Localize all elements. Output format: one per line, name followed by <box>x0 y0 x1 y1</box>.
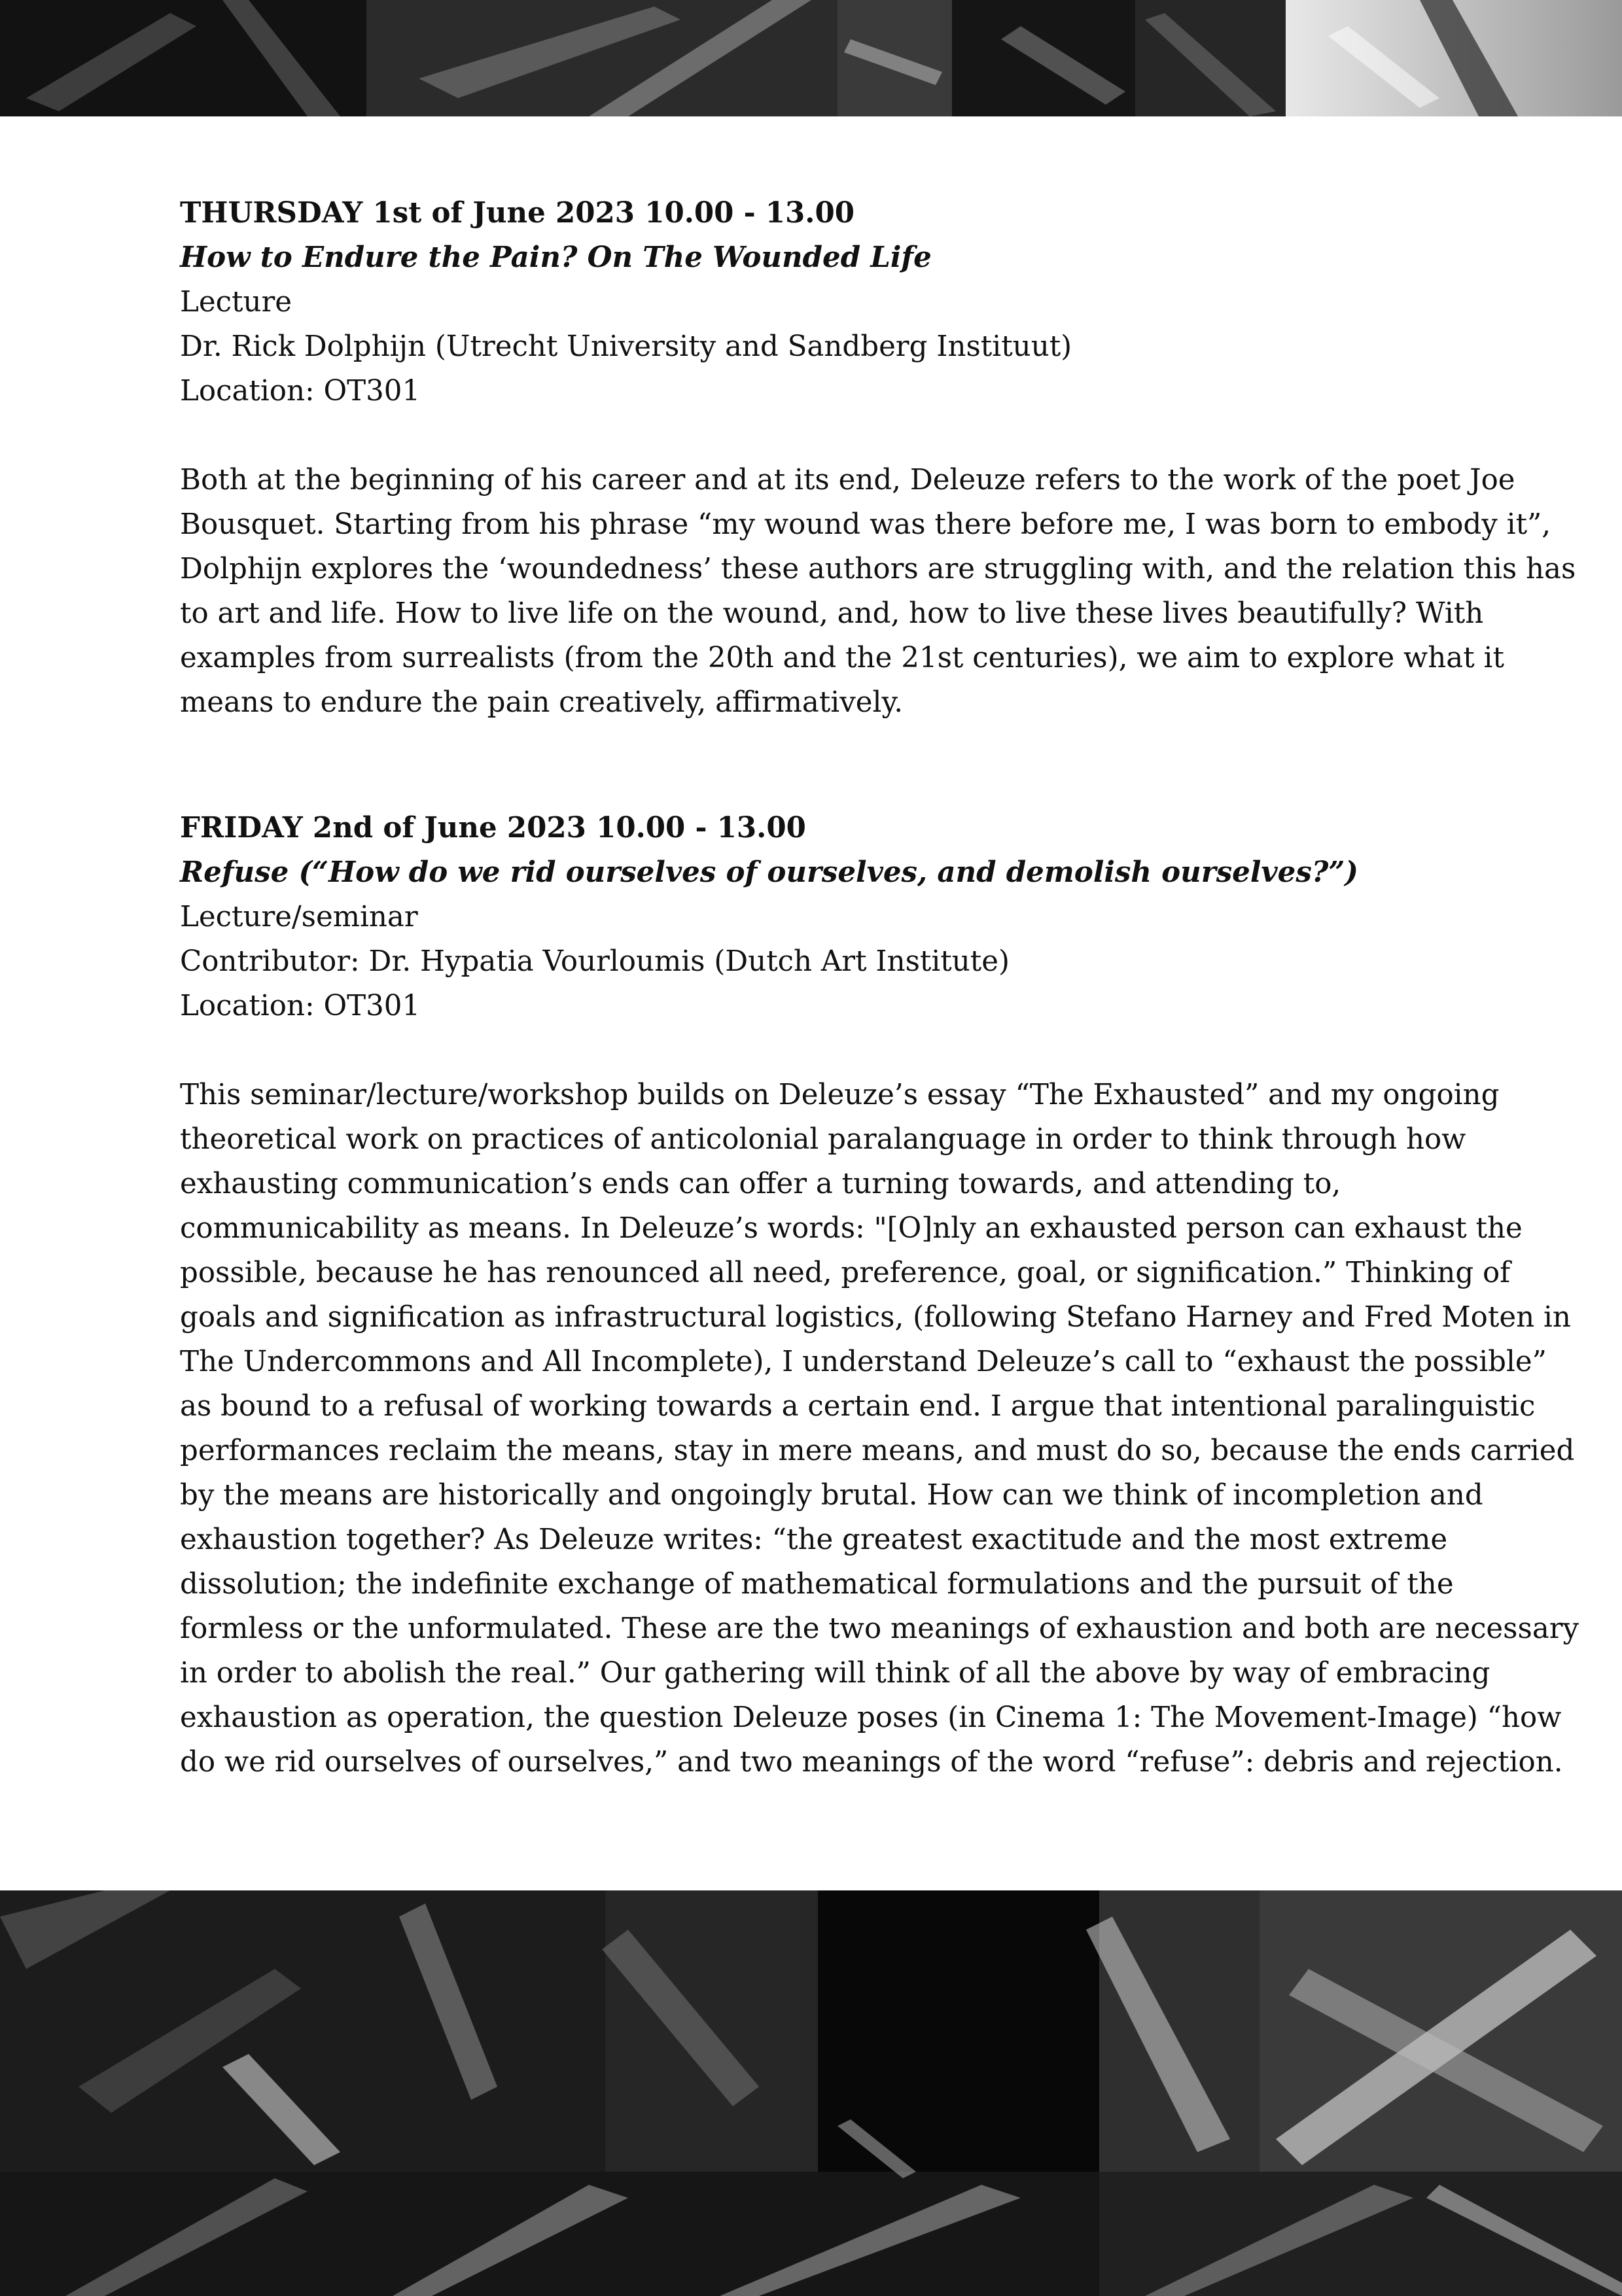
bottom-brushstroke-band <box>0 1890 1622 2296</box>
description-line: Dolphijn explores the ‘woundedness’ these authors are struggling with, and the relation this has <box>180 553 1576 585</box>
spacer <box>180 1028 1462 1073</box>
description-line: to art and life. How to live life on the wound, and, how to live these lives beautifully? With <box>180 597 1484 630</box>
description-line: examples from surrealists (from the 20th and the 21st centuries), we aim to explore what it <box>180 642 1504 674</box>
event-heading: FRIDAY 2nd of June 2023 10.00 - 13.00 <box>180 811 806 844</box>
description-line: communicability as means. In Deleuze’s words: "[O]nly an exhausted person can exhaust the <box>180 1212 1523 1245</box>
description-line: This seminar/lecture/workshop builds on Deleuze’s essay “The Exhausted” and my ongoing <box>180 1079 1500 1111</box>
event-description <box>180 1073 1579 1784</box>
event-location: Location: OT301 <box>180 375 421 408</box>
event-contributor: Contributor: Dr. Hypatia Vourloumis (Dutch Art Institute) <box>180 945 1010 978</box>
event-title: How to Endure the Pain? On The Wounded Life <box>180 241 932 274</box>
description-line: goals and signification as infrastructural logistics, (following Stefano Harney and Fred Moten in <box>180 1301 1571 1334</box>
description-line: exhausting communication’s ends can offer a turning towards, and attending to, <box>180 1168 1341 1200</box>
event-type: Lecture <box>180 286 292 319</box>
description-line: exhaustion together? As Deleuze writes: “the greatest exactitude and the most extreme <box>180 1523 1448 1556</box>
description-line: means to endure the pain creatively, affirmatively. <box>180 686 904 719</box>
description-line: possible, because he has renounced all need, preference, goal, or signification.” Thinking of <box>180 1257 1511 1289</box>
description-line: dissolution; the indefinite exchange of mathematical formulations and the pursuit of the <box>180 1568 1454 1601</box>
brushstroke-artwork-top <box>0 0 1622 116</box>
event-title: Refuse (“How do we rid ourselves of ourselves, and demolish ourselves?”) <box>180 856 1358 889</box>
event-heading: THURSDAY 1st of June 2023 10.00 - 13.00 <box>180 196 855 230</box>
description-line: do we rid ourselves of ourselves,” and two meanings of the word “refuse”: debris and rejection. <box>180 1746 1563 1779</box>
description-line: The Undercommons and All Incomplete), I understand Deleuze’s call to “exhaust the possible” <box>180 1346 1547 1378</box>
description-line: theoretical work on practices of anticolonial paralanguage in order to think through how <box>180 1123 1466 1156</box>
description-line: exhaustion as operation, the question Deleuze poses (in Cinema 1: The Movement-Image) “how <box>180 1701 1562 1734</box>
event-location: Location: OT301 <box>180 990 421 1022</box>
spacer <box>180 413 1462 458</box>
event-description <box>180 458 1576 725</box>
event-type: Lecture/seminar <box>180 901 418 933</box>
description-line: performances reclaim the means, stay in mere means, and must do so, because the ends carried <box>180 1435 1575 1467</box>
event-program <box>180 191 1579 1784</box>
description-line: formless or the unformulated. These are the two meanings of exhaustion and both are necessary <box>180 1612 1579 1645</box>
description-line: Both at the beginning of his career and at its end, Deleuze refers to the work of the poet Joe <box>180 464 1515 496</box>
top-brushstroke-band <box>0 0 1622 116</box>
event-friday <box>180 806 1579 1784</box>
description-line: as bound to a refusal of working towards a certain end. I argue that intentional paralinguistic <box>180 1390 1536 1423</box>
event-contributor: Dr. Rick Dolphijn (Utrecht University and Sandberg Instituut) <box>180 330 1072 363</box>
event-thursday <box>180 191 1576 725</box>
description-line: in order to abolish the real.” Our gathering will think of all the above by way of embracing <box>180 1657 1490 1690</box>
description-line: by the means are historically and ongoingly brutal. How can we think of incompletion and <box>180 1479 1483 1512</box>
description-line: Bousquet. Starting from his phrase “my wound was there before me, I was born to embody it”, <box>180 508 1551 541</box>
section-spacer <box>180 725 1462 806</box>
brushstroke-artwork-bottom <box>0 1890 1622 2296</box>
